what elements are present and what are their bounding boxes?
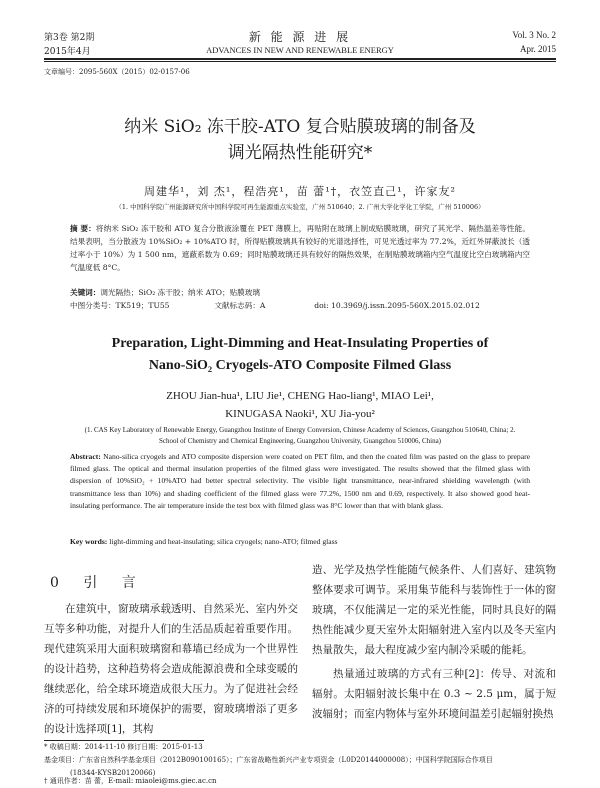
article-number: 文章编号：2095-560X（2015）02-0157-06 <box>44 68 190 76</box>
title-cn-line1: 纳米 SiO₂ 冻干胶-ATO 复合贴膜玻璃的制备及 <box>124 117 476 137</box>
body-right-column <box>312 560 556 724</box>
abstract-cn <box>70 222 530 274</box>
abstract-en-label: Abstract: <box>70 452 101 461</box>
header-date-en: Apr. 2015 <box>520 44 556 54</box>
funding: 基金项目：广东省自然科学基金项目（2012B090100165）；广东省战略性新兴产业专项资金（L0D20144000008）；中国科学院国际合作项目 <box>44 756 493 764</box>
header-date-cn: 2015年4月 <box>44 47 91 57</box>
header-vol-issue-cn: 第3卷 第2期 <box>44 33 95 43</box>
authors-cn: 周建华¹，刘 杰¹，程浩亮¹，苗 蕾¹†，衣笠直己¹，许家友² <box>144 185 456 198</box>
body-right-paragraph-1: 造、光学及热学性能随气候条件、人们喜好、建筑物整体要求可调节。采用集节能科与装饰性于一体的窗玻璃，不仅能满足一定的采光性能，同时具良好的隔热性能减少夏天室外太阳辐射进入室内以及冬天室内热量散失，最大程度减少室内制冷采暖的能耗。 <box>312 564 556 656</box>
footnote-corresponding <box>44 775 556 788</box>
keywords-cn-label: 关键词： <box>70 288 101 297</box>
abstract-cn-label: 摘 要： <box>70 224 96 233</box>
keywords-en <box>70 536 530 548</box>
section-heading: 0 引 言 <box>50 575 146 591</box>
title-en-line1: Preparation, Light-Dimming and Heat-Insulating Properties of <box>111 336 489 351</box>
authors-en-line1: ZHOU Jian-hua¹, LIU Jie¹, CHENG Hao-liang¹, MIAO Lei¹, <box>166 390 434 402</box>
doi: doi: 10.3969/j.issn.2095-560X.2015.02.012 <box>314 301 480 310</box>
keywords-cn <box>70 286 530 299</box>
header-rule <box>44 58 556 60</box>
journal-title-cn: 新 能 源 进 展 <box>248 30 352 44</box>
affiliation-cn: （1. 中国科学院广州能源研究所中国科学院可再生能源重点实验室，广州 510640；2. 广州大学化学化工学院，广州 510006） <box>115 203 485 211</box>
journal-title-en: ADVANCES IN NEW AND RENEWABLE ENERGY <box>206 45 394 55</box>
keywords-cn-text: 调光隔热；SiO₂ 冻干胶；纳米 ATO；贴膜玻璃 <box>100 288 260 297</box>
abstract-en-text: Nano-silica cryogels and ATO composite dispersion were coated on PET film, and then the coated film was pasted on the glass to prepare filmed glass. The optical and thermal insulation properties of the filmed glass were investigated. The results showed that the filmed glass with dispersion of 10%SiO₂ + 10%ATO had better spectral selectivity. The visible light transmittance, near-infrared shielding wavelength (with transmittance less than 10%) and shading coefficient of the filmed glass were 77.2%, 1500 nm and 0.69, respectively. It also showed good heat-insulating performance. The air temperature inside the test box with filmed glass was 8°C lower than that with blank glass. <box>70 452 530 510</box>
footnotes <box>44 741 556 767</box>
title-cn-line2: 调光隔热性能研究* <box>227 143 373 163</box>
classification-line <box>70 299 530 312</box>
received-date: * 收稿日期：2014-11-10 修订日期：2015-01-13 <box>44 743 203 751</box>
funding-cont: (18344-KYSB20120066) <box>70 769 156 777</box>
authors-en-line2: KINUGASA Naoki¹, XU Jia-you² <box>225 408 375 420</box>
doc-code: 文献标志码：A <box>214 301 266 310</box>
header-rule-thin <box>44 61 556 62</box>
abstract-en <box>70 451 530 512</box>
abstract-cn-text: 将纳米 SiO₂ 冻干胶和 ATO 复合分散液涂覆在 PET 薄膜上，再贴附在玻璃上制成贴膜玻璃，研究了其光学、隔热温差等性能。结果表明，当分散液为 10%SiO₂ + 10%ATO 时，所得贴膜玻璃具有较好的光谱选择性，可见光透过率为 77.2%，近红外屏蔽波长（透过率小于 10%）为 1 500 nm，遮蔽系数为 0.69；同时贴膜玻璃还具有较好的隔热效果，在制贴膜玻璃箱内空气温度比空白玻璃箱内空气温度低 8°C。 <box>70 224 530 272</box>
keywords-en-text: light-dimming and heat-insulating; silica cryogels; nano-ATO; filmed glass <box>109 537 338 546</box>
header-vol-issue-en: Vol. 3 No. 2 <box>512 30 556 40</box>
body-left-paragraph: 在建筑中，窗玻璃承载透明、自然采光、室内外交互等多种功能，对提升人们的生活品质起着重要作用。现代建筑采用大面积玻璃窗和幕墙已经成为一个世界性的设计趋势，这种趋势将会造成能源浪费和全球变暖的继续恶化，给全球环境造成很大压力。为了促进社会经济的可持续发展和环境保护的需要，窗玻璃增添了更多的设计选择项[1]，其构 <box>44 603 298 735</box>
body-left-column <box>44 599 298 739</box>
title-en-line2: Nano-SiO₂ Cryogels-ATO Composite Filmed Glass <box>148 358 452 373</box>
keywords-en-label: Key words: <box>70 537 108 546</box>
corresponding-author: † 通讯作者：苗 蕾，E-mail: miaolei@ms.giec.ac.cn <box>44 777 217 785</box>
clc-number: 中图分类号：TK519；TU55 <box>70 301 170 310</box>
body-right-paragraph-2: 热量通过玻璃的方式有三种[2]：传导、对流和辐射。太阳辐射波长集中在 0.3 ~ 2.5 μm，属于短波辐射；而室内物体与室外环境间温差引起辐射换热 <box>312 668 556 720</box>
affiliation-en: (1. CAS Key Laboratory of Renewable Energy, Guangzhou Institute of Energy Conversion, Chinese Academy of Sciences, Guangzhou 510640, China; 2. School of Chemistry and Chemical Engineering, Guangzhou University, Guangzhou 510006, China) <box>84 426 516 445</box>
